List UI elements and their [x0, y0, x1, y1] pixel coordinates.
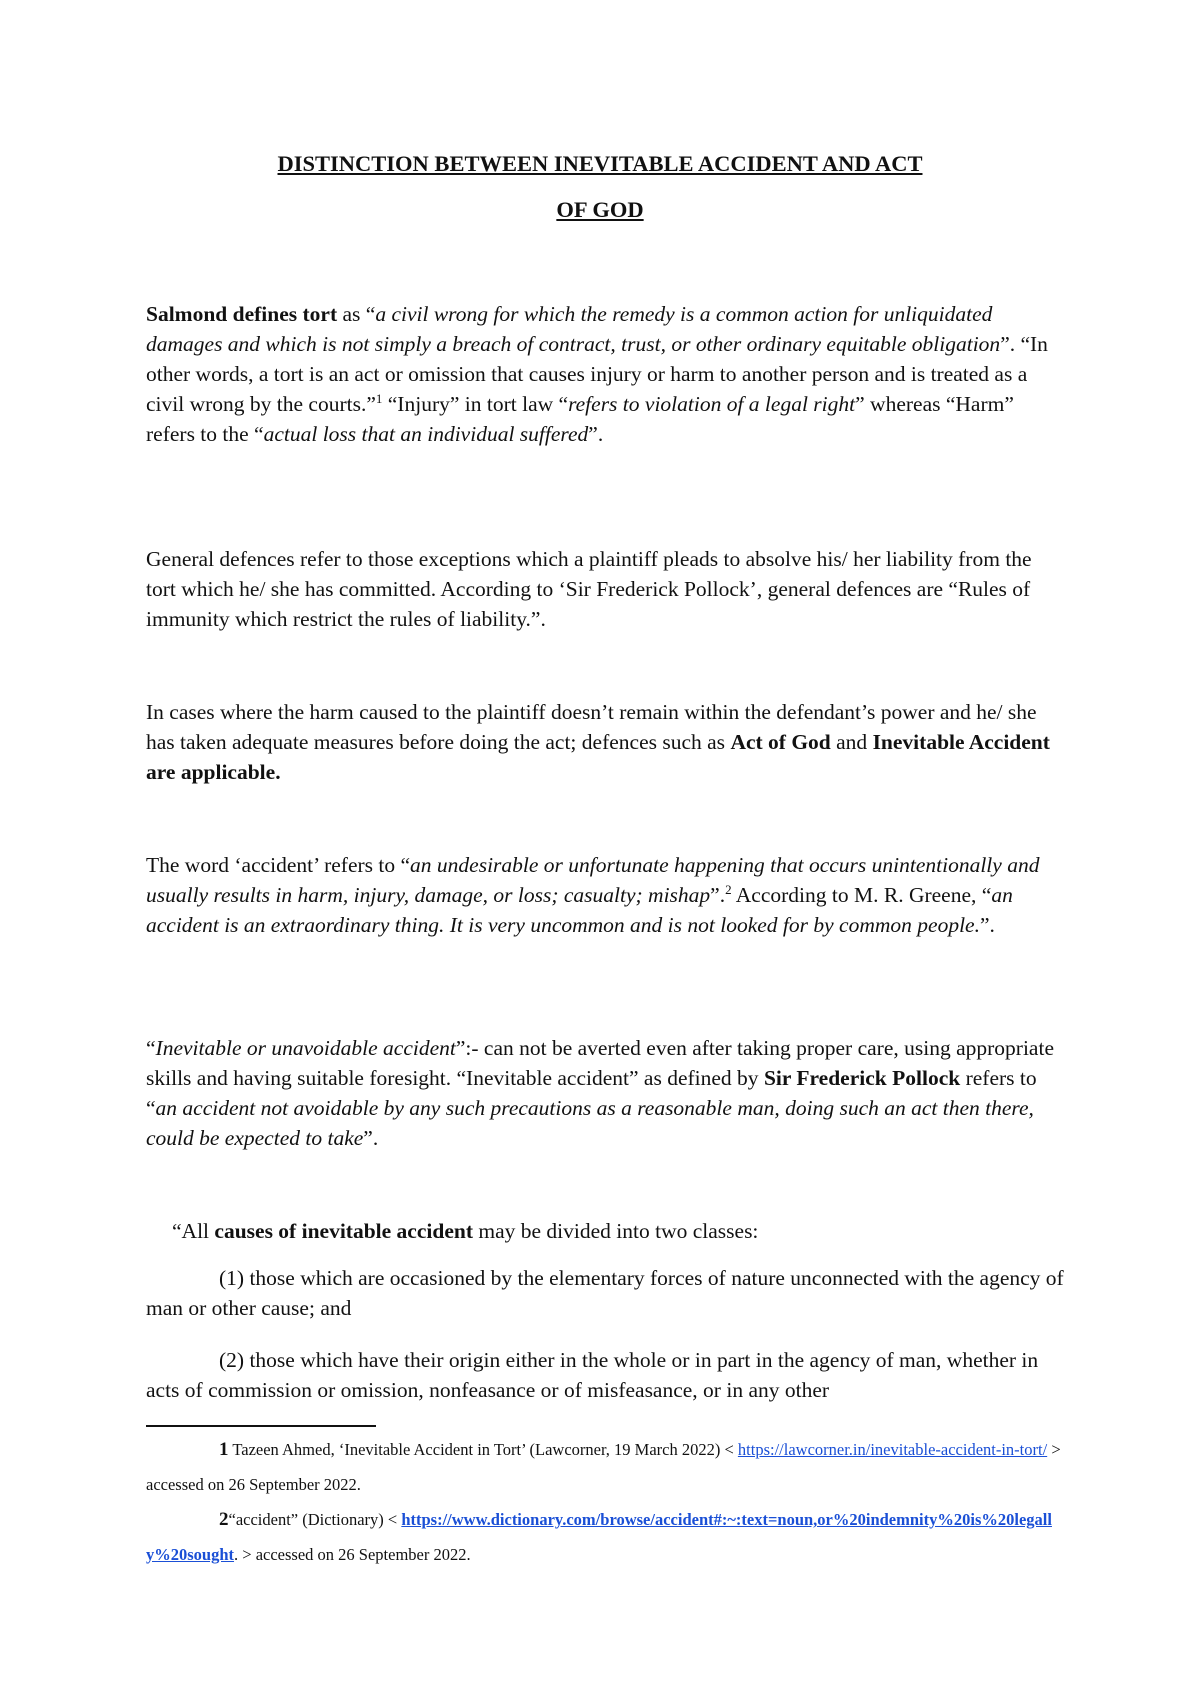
italic-quote: actual loss that an individual suffered [263, 422, 589, 446]
bold-text: Sir Frederick Pollock [763, 1066, 961, 1090]
text: . > accessed on 26 September 2022. [234, 1545, 471, 1564]
italic-quote: an accident not avoidable by any such precautions as a reasonable man, doing such an act then there, could be expected to take [146, 1096, 1034, 1150]
paragraph-accident-definition [146, 850, 1066, 940]
text: ” whereas “Harm” refers to the “ [146, 392, 1014, 446]
paragraph-causes-intro [146, 1216, 1066, 1246]
text: Tazeen Ahmed, ‘Inevitable Accident in Tort’ (Lawcorner, 19 March 2022) < [228, 1440, 738, 1459]
bold-text: Inevitable Accident are applicable. [146, 730, 1050, 784]
text: may be divided into two classes: [472, 1219, 759, 1243]
paragraph-applicable-defences [146, 697, 1066, 787]
bold-text: Salmond defines tort [146, 302, 338, 326]
italic-quote: Inevitable or unavoidable accident [155, 1036, 456, 1060]
text: as “ [337, 302, 376, 326]
paragraph-text: General defences refer to those exceptions which a plaintiff pleads to absolve his/ her liability from the tort which he/ she has committed. According to ‘Sir Frederick Pollock’, general defences are “Rules of immunity which restrict the rules of liability.”. [146, 547, 1032, 631]
text: According to M. R. Greene, “ [731, 883, 992, 907]
italic-quote: an undesirable or unfortunate happening that occurs unintentionally and usually results in harm, injury, damage, or loss; casualty; mishap [146, 853, 1040, 907]
footnote-link[interactable]: https://www.dictionary.com/browse/accident#:~:text=noun,or%20indemnity%20is%20legally%20sought [146, 1510, 1052, 1564]
paragraph-general-defences [146, 544, 1066, 634]
bold-text: causes of inevitable accident [214, 1219, 473, 1243]
paragraph-text: (2) those which have their origin either in the whole or in part in the agency of man, whether in acts of commission or omission, nonfeasance or of misfeasance, or in any other [146, 1348, 1039, 1402]
footnote-number: 2 [219, 1509, 229, 1530]
footnote-number: 1 [219, 1439, 229, 1460]
text: ”. [363, 1126, 379, 1150]
text: “ [146, 1036, 156, 1060]
footnote-ref-1[interactable]: 1 [375, 390, 383, 406]
text: ”. [979, 913, 995, 937]
text: > accessed on 26 September 2022. [146, 1440, 1061, 1494]
italic-quote: an accident is an extraordinary thing. It is very uncommon and is not looked for by common people. [146, 883, 1013, 937]
text: In cases where the harm caused to the plaintiff doesn’t remain within the defendant’s power and he/ she has taken adequate measures before doing the act; defences such as [146, 700, 1037, 754]
footnote-1 [146, 1432, 1066, 1502]
paragraph-tort-definition [146, 299, 1066, 449]
text: The word ‘accident’ refers to “ [146, 853, 411, 877]
italic-quote: a civil wrong for which the remedy is a common action for unliquidated damages and which is not simply a breach of contract, trust, or other ordinary equitable obligation [146, 302, 1001, 356]
text: ”. [588, 422, 604, 446]
footnote-separator [146, 1425, 376, 1427]
document-title-line2: OF GOD [556, 197, 644, 222]
text: “accident” (Dictionary) < [228, 1510, 402, 1529]
text: ”:- can not be averted even after taking proper care, using appropriate skills and having suitable foresight. “Inevitable accident” as defined by [146, 1036, 1054, 1090]
text: “Injury” in tort law “ [382, 392, 569, 416]
footnote-link[interactable]: https://lawcorner.in/inevitable-accident-in-tort/ [737, 1440, 1048, 1459]
paragraph-cause-class-1 [146, 1263, 1066, 1323]
bold-text: Act of God [730, 730, 831, 754]
footnote-ref-2[interactable]: 2 [725, 881, 732, 897]
text: and [830, 730, 873, 754]
paragraph-inevitable-accident [146, 1033, 1066, 1153]
text: refers to “ [146, 1066, 1037, 1120]
text: “All [172, 1219, 215, 1243]
text: ”. “In other words, a tort is an act or omission that causes injury or harm to another person and is treated as a civil wrong by the courts.” [146, 332, 1048, 416]
paragraph-cause-class-2 [146, 1345, 1066, 1405]
footnote-2 [146, 1502, 1066, 1572]
paragraph-text: (1) those which are occasioned by the elementary forces of nature unconnected with the agency of man or other cause; and [146, 1266, 1064, 1320]
document-title-line1: DISTINCTION BETWEEN INEVITABLE ACCIDENT AND ACT [277, 151, 923, 176]
italic-quote: refers to violation of a legal right [568, 392, 856, 416]
text: ”. [710, 883, 726, 907]
